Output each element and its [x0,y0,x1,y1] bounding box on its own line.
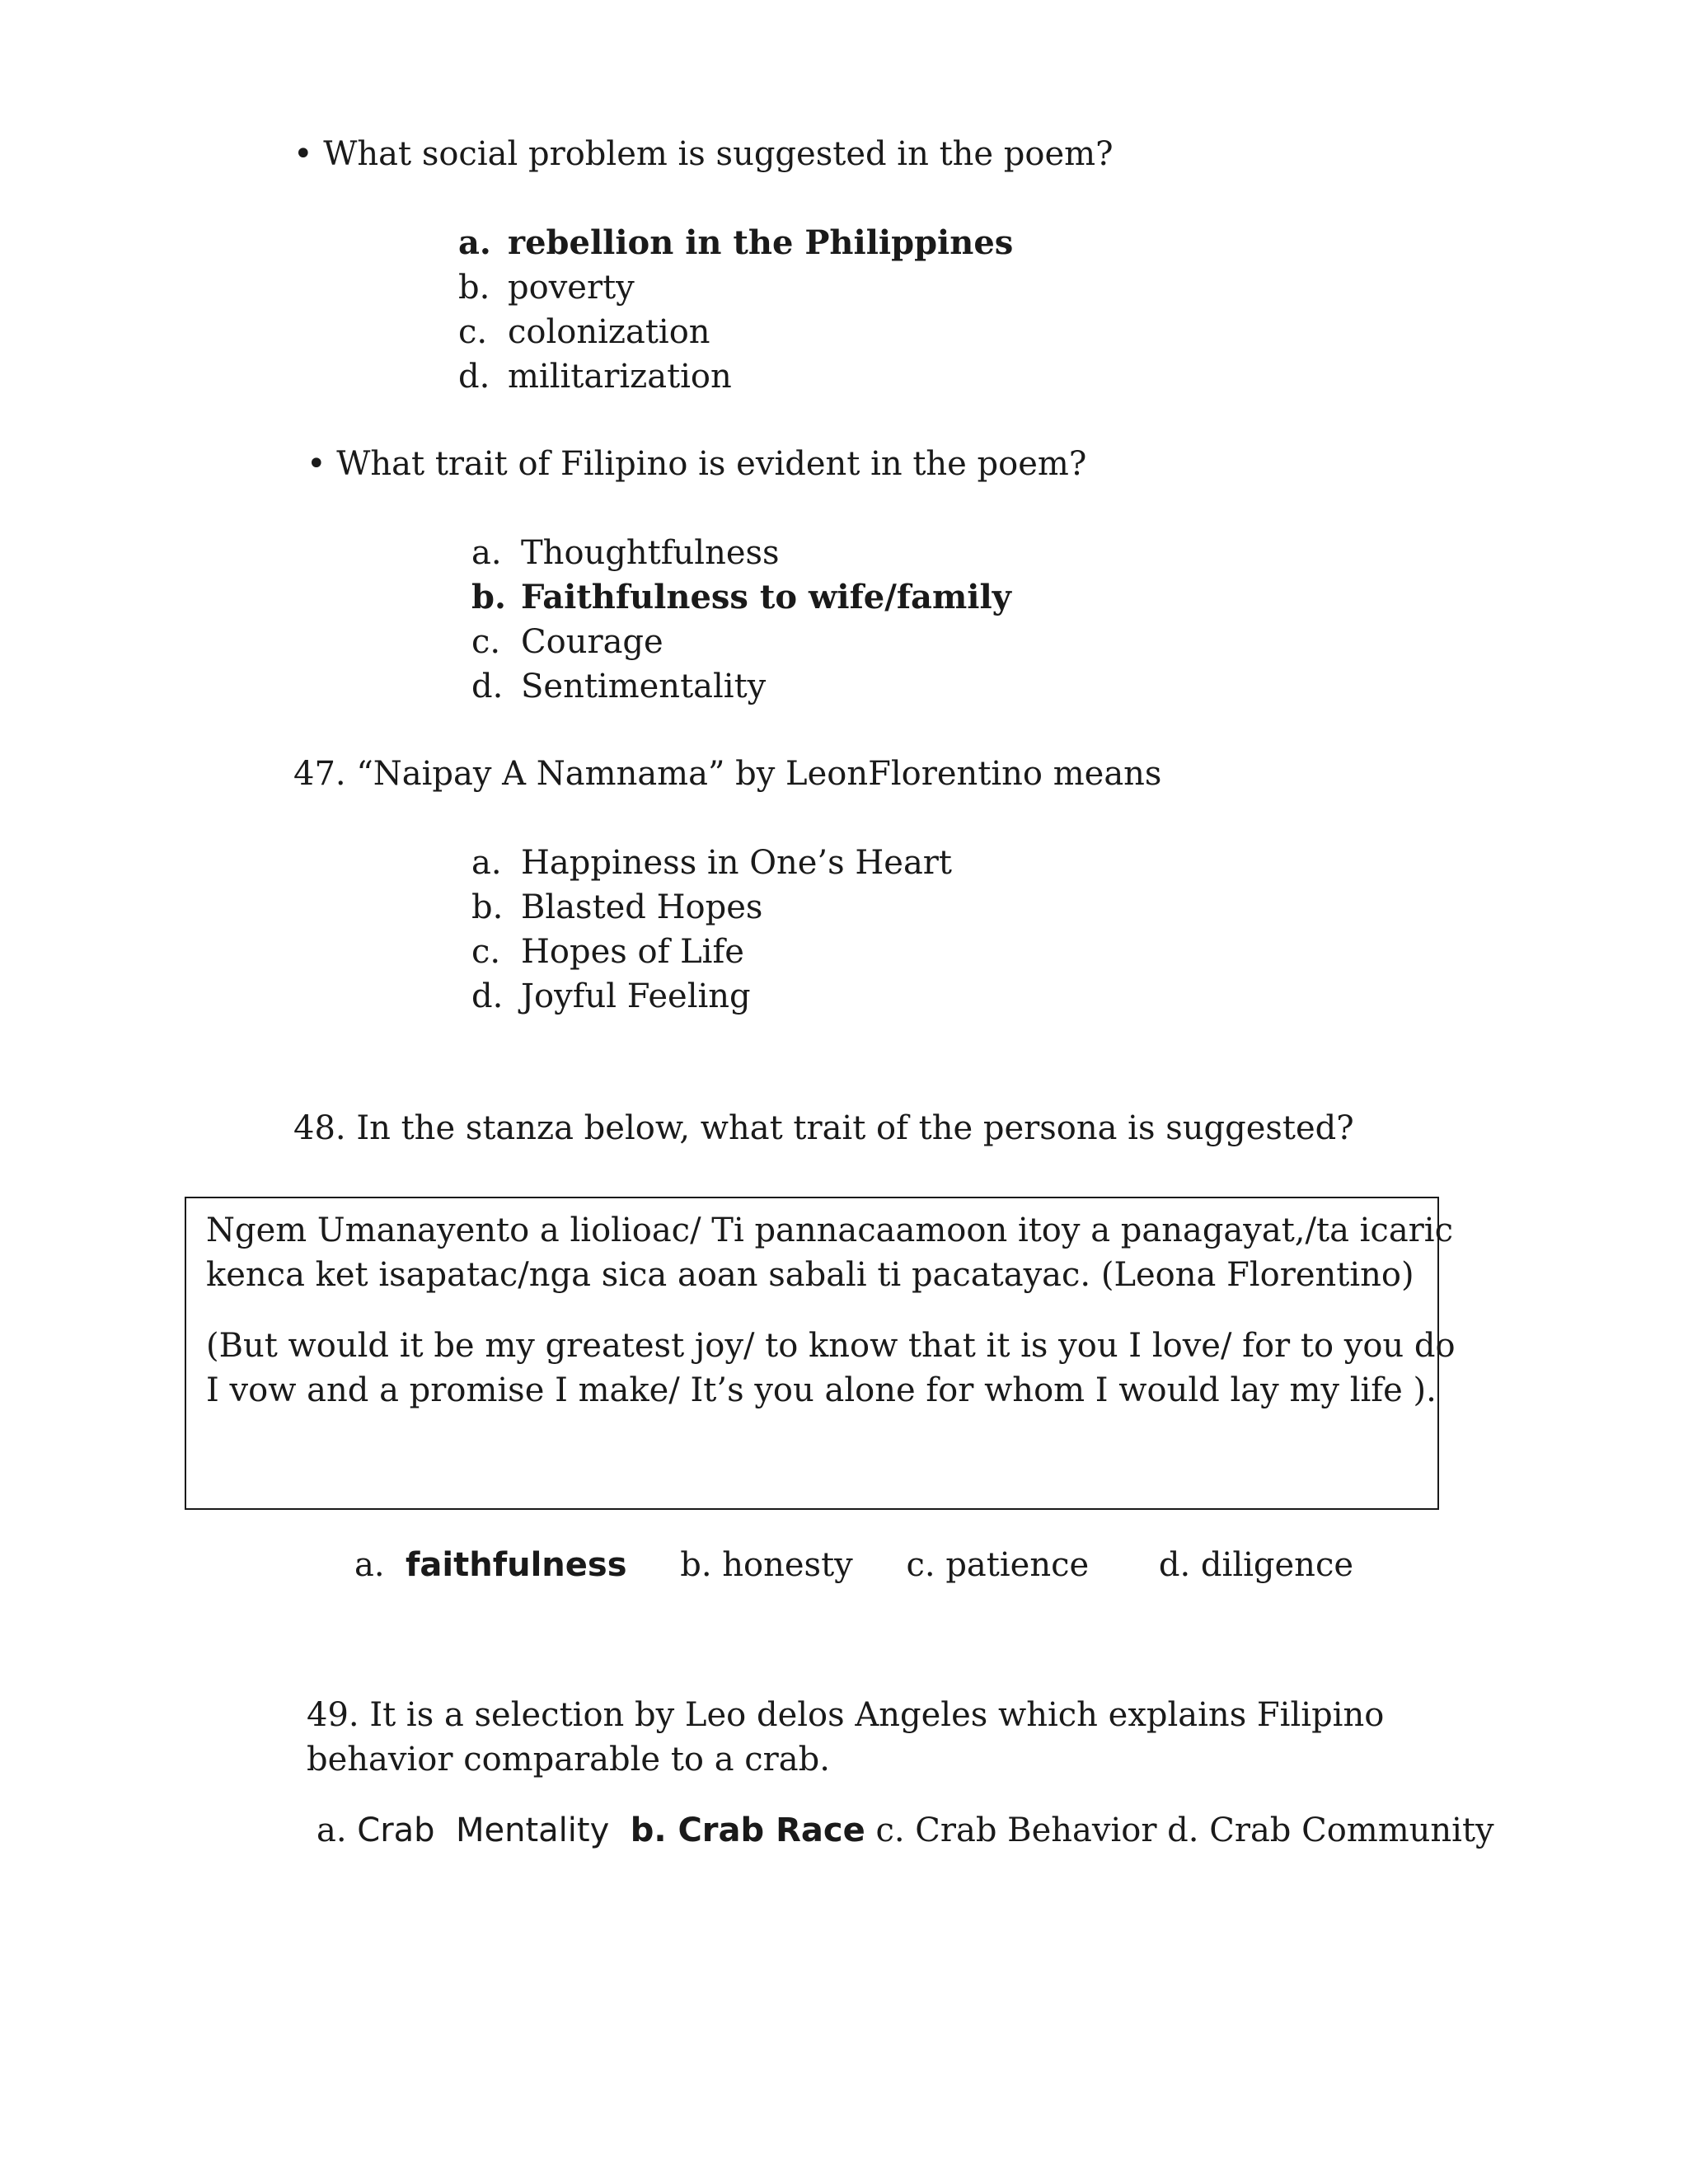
option-text: Courage [521,623,663,661]
question-social-problem: • What social problem is suggested in the poem? [293,135,1114,173]
option-text: Crab Community [1209,1811,1494,1849]
question-filipino-trait: • What trait of Filipino is evident in the poem? [307,445,1087,483]
option-letter: b. [630,1811,667,1849]
option-b [471,575,1011,620]
option-d [471,664,766,709]
option-text: colonization [508,313,710,351]
stanza-translation-line-1: (But would it be my greatest joy/ to know that it is you I love/ for to you do [206,1327,1456,1365]
option-text: honesty [722,1546,853,1584]
option-letter: a. [471,844,502,882]
question-48: 48. In the stanza below, what trait of the persona is suggested? [293,1109,1354,1147]
option-text: Faithfulness to wife/family [521,578,1011,616]
option-text: Blasted Hopes [521,888,763,926]
option-letter: c. [906,1546,935,1584]
option-a [316,1811,609,1849]
option-text: Joyful Feeling [521,977,751,1015]
option-c [471,620,663,664]
option-d [471,974,751,1019]
option-text: Hopes of Life [521,933,744,971]
option-c [458,310,710,354]
option-b [680,1546,853,1584]
question-49-line-1: 49. It is a selection by Leo delos Angeles which explains Filipino [307,1696,1385,1734]
option-letter: b. [458,269,490,307]
option-text: diligence [1200,1546,1354,1584]
option-letter: a. [316,1811,347,1849]
option-letter: d. [1167,1811,1199,1849]
option-a [471,531,780,575]
option-a [471,841,952,885]
option-d [1159,1546,1353,1584]
option-letter: d. [471,977,504,1015]
option-letter: c. [875,1811,905,1849]
option-b [631,1811,865,1849]
option-a [354,1546,627,1584]
option-text: patience [945,1546,1090,1584]
option-letter: b. [471,578,506,616]
option-text: Crab Race [678,1811,865,1849]
option-d [1167,1811,1493,1849]
option-letter: c. [471,623,501,661]
option-letter: d. [1158,1546,1191,1584]
option-a [458,221,1013,265]
option-text: Thoughtfulness [521,534,780,572]
question-49-options [316,1808,1494,1853]
option-text: Crab Behavior [915,1811,1157,1849]
question-47: 47. “Naipay A Namnama” by LeonFlorentino means [293,755,1162,793]
stanza-translation-line-2: I vow and a promise I make/ It’s you alone for whom I would lay my life ). [206,1371,1437,1409]
option-letter: c. [458,313,488,351]
option-letter: a. [471,534,502,572]
option-letter: d. [471,668,504,705]
stanza-box [185,1197,1456,1510]
option-text: poverty [508,269,635,307]
option-text: Happiness in One’s Heart [521,844,952,882]
option-c [471,930,744,974]
option-d [458,354,732,399]
option-text: rebellion in the Philippines [508,223,1014,262]
stanza-original-line-2: kenca ket isapatac/nga sica aoan sabali ti pacatayac. (Leona Florentino) [206,1256,1414,1294]
option-text: faithfulness [406,1546,627,1584]
option-text: militarization [508,358,732,396]
option-b [458,265,635,310]
option-letter: a. [354,1546,385,1584]
option-text: Crab Mentality [357,1811,610,1849]
option-b [471,885,762,930]
stanza-original-line-1: Ngem Umanayento a liolioac/ Ti pannacaamoon itoy a panagayat,/ta icaric [206,1212,1453,1249]
option-letter: c. [471,933,501,971]
question-48-options [354,1543,1353,1587]
option-letter: b. [471,888,504,926]
option-c [875,1811,1156,1849]
option-text: Sentimentality [521,668,767,705]
option-letter: b. [680,1546,712,1584]
option-c [906,1546,1089,1584]
option-letter: a. [458,223,491,262]
option-letter: d. [458,358,490,396]
question-49-line-2: behavior comparable to a crab. [307,1741,830,1779]
